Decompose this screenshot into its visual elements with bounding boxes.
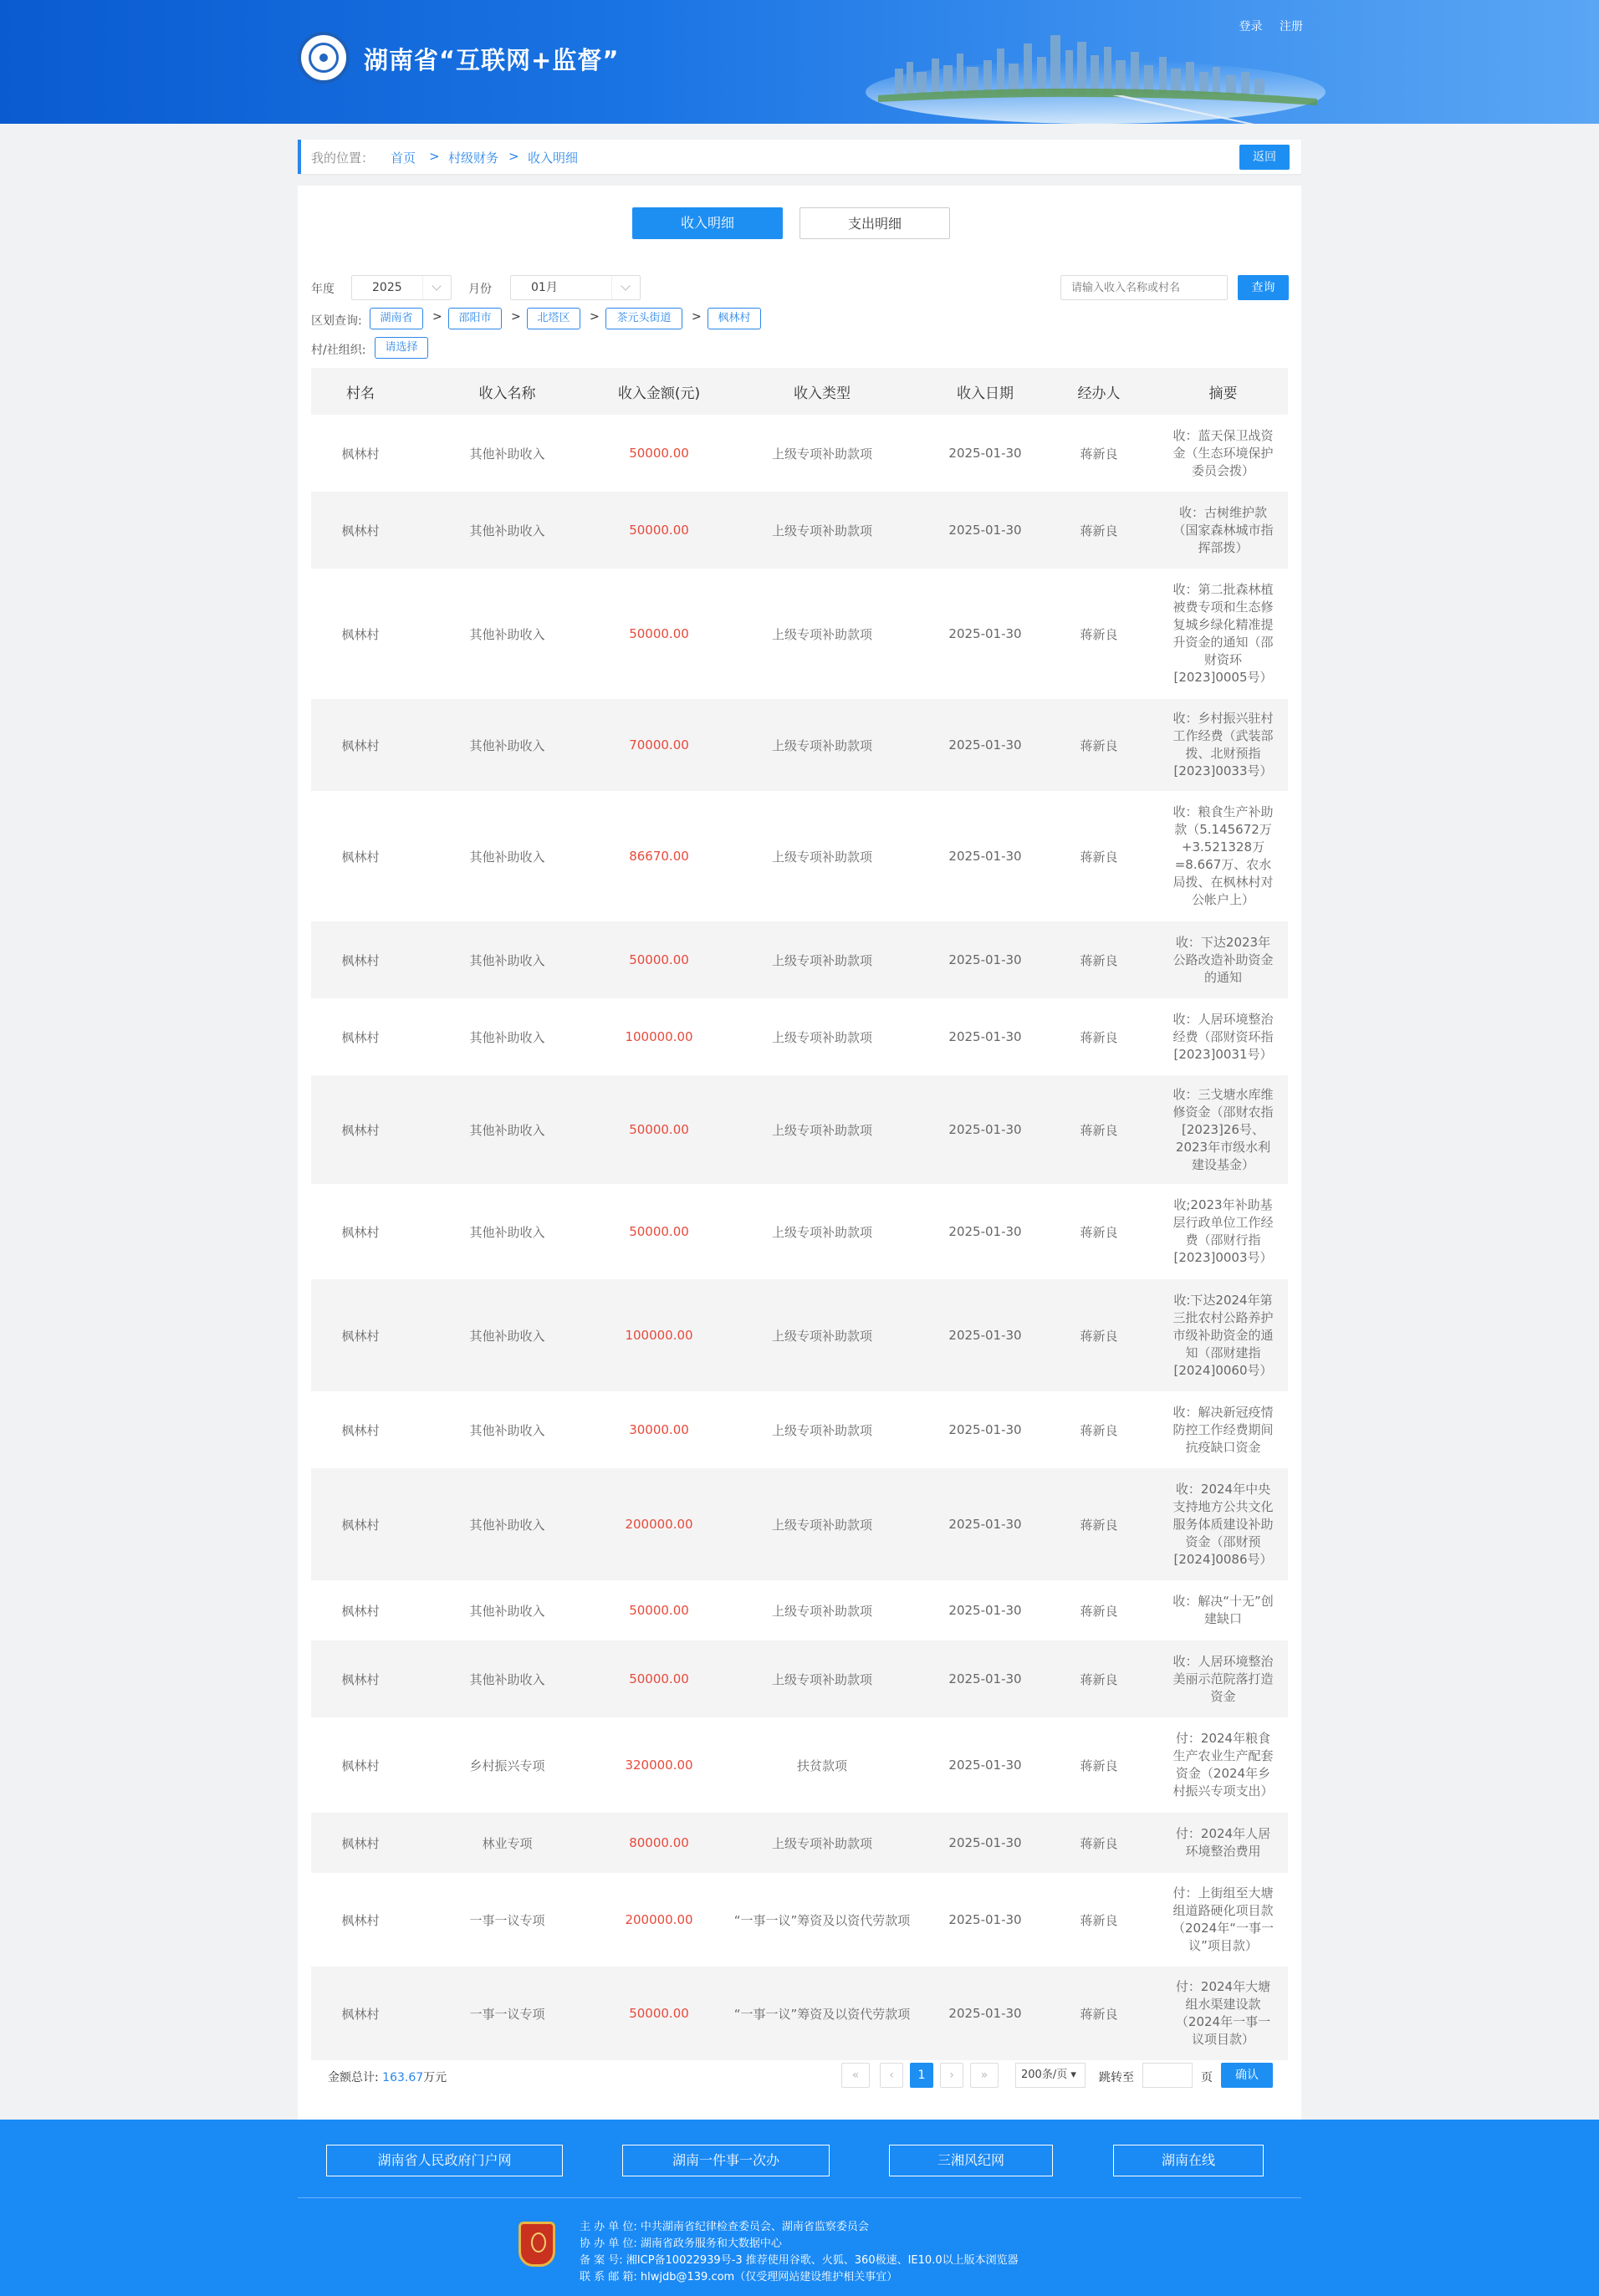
col-date: 收入日期 xyxy=(931,368,1040,415)
cell-income-type: 上级专项补助款项 xyxy=(713,1813,931,1873)
cell-handler: 蒋新良 xyxy=(1040,1468,1158,1580)
breadcrumb-separator: > xyxy=(508,149,519,164)
table-row xyxy=(311,1468,1288,1580)
table-row xyxy=(311,1075,1288,1184)
cell-summary: 收：第二批森林植被费专项和生态修复城乡绿化精准提升资金的通知（邵财资环[2023]0005号） xyxy=(1172,582,1274,685)
table-row xyxy=(311,415,1288,492)
cell-summary: 收：解决“十无”创建缺口 xyxy=(1172,1594,1274,1626)
cell-income-name: 其他补助收入 xyxy=(410,699,605,791)
col-summary: 摘要 xyxy=(1158,368,1288,415)
cell-date: 2025-01-30 xyxy=(931,492,1040,569)
table-row xyxy=(311,1717,1288,1813)
cell-date: 2025-01-30 xyxy=(931,1640,1040,1717)
cell-date: 2025-01-30 xyxy=(948,1029,1022,1044)
cell-summary: 收：蓝天保卫战资金（生态环境保护委员会拨） xyxy=(1172,427,1274,478)
cell-summary: 收：人居环境整治美丽示范院落打造资金 xyxy=(1158,1640,1288,1717)
cell-income-type: 上级专项补助款项 xyxy=(771,1422,872,1438)
cell-date: 2025-01-30 xyxy=(931,1967,1040,2060)
site-logo xyxy=(298,32,350,84)
col-handler: 经办人 xyxy=(1040,368,1158,415)
cell-income-type: 上级专项补助款项 xyxy=(713,1075,931,1184)
cell-village: 枫林村 xyxy=(311,1640,410,1717)
cell-handler: 蒋新良 xyxy=(1040,921,1158,998)
cell-handler: 蒋新良 xyxy=(1040,699,1158,791)
table-row xyxy=(311,1640,1288,1717)
region-tag-province[interactable]: 湖南省 xyxy=(370,308,423,329)
cell-income-type: 上级专项补助款项 xyxy=(771,626,872,642)
cell-amount: 100000.00 xyxy=(625,1029,693,1044)
jump-label: 跳转至 xyxy=(1099,2071,1134,2084)
page-1-button[interactable]: 1 xyxy=(910,2063,933,2088)
year-value: 2025 xyxy=(372,281,402,294)
cell-village: 枫林村 xyxy=(341,1603,380,1619)
cell-village: 枫林村 xyxy=(341,626,380,642)
cell-income-name: 其他补助收入 xyxy=(410,921,605,998)
cell-income-name: 其他补助收入 xyxy=(469,849,545,865)
cell-village: 枫林村 xyxy=(341,849,380,865)
cell-summary: 付：2024年大塘组水渠建设款（2024年一事一议项目款） xyxy=(1158,1967,1288,2060)
footer-link-one-thing[interactable]: 湖南一件事一次办 xyxy=(622,2145,830,2176)
tab-income-detail[interactable]: 收入明细 xyxy=(632,207,783,239)
search-input[interactable] xyxy=(1060,275,1228,300)
cell-handler: 蒋新良 xyxy=(1080,1029,1118,1045)
cell-handler: 蒋新良 xyxy=(1040,1813,1158,1873)
cell-income-type: 上级专项补助款项 xyxy=(771,1224,872,1240)
cell-summary: 收：2024年中央支持地方公共文化服务体质建设补助资金（邵财预[2024]0086号） xyxy=(1158,1468,1288,1580)
cell-amount: 50000.00 xyxy=(629,626,689,641)
cell-income-name: 一事一议专项 xyxy=(410,1967,605,2060)
cell-date: 2025-01-30 xyxy=(948,626,1022,641)
footer-sponsor: 主 办 单 位: 中共湖南省纪律检查委员会、湖南省监察委员会 xyxy=(580,2221,869,2233)
cell-summary: 收：解决新冠疫情防控工作经费期间抗疫缺口资金 xyxy=(1172,1404,1274,1455)
city-skyline-banner xyxy=(861,25,1330,124)
col-amount: 收入金额(元) xyxy=(605,368,713,415)
footer-link-sanxiang[interactable]: 三湘风纪网 xyxy=(889,2145,1053,2176)
cell-summary: 付：2024年人居环境整治费用 xyxy=(1158,1813,1288,1873)
cell-income-name: 林业专项 xyxy=(410,1813,605,1873)
prev-page-button[interactable]: ‹ xyxy=(880,2063,903,2088)
region-label: 区划查询: xyxy=(311,314,362,328)
cell-income-name: 其他补助收入 xyxy=(469,1029,545,1045)
register-link[interactable]: 注册 xyxy=(1280,20,1303,33)
cell-date: 2025-01-30 xyxy=(948,1422,1022,1437)
table-header-row xyxy=(311,368,1288,415)
cell-income-type: “一事一议”筹资及以资代劳款项 xyxy=(733,1912,911,1928)
cell-village: 枫林村 xyxy=(341,1912,380,1928)
cell-income-type: 上级专项补助款项 xyxy=(771,849,872,865)
table-row xyxy=(311,921,1288,998)
cell-handler: 蒋新良 xyxy=(1040,1967,1158,2060)
cell-income-type: 上级专项补助款项 xyxy=(713,921,931,998)
region-separator: > xyxy=(432,310,442,324)
table-row xyxy=(311,1279,1288,1391)
footer-email: 联 系 邮 箱: hlwjdb@139.com（仅受理网站建设维护相关事宜） xyxy=(580,2271,898,2283)
cell-amount: 50000.00 xyxy=(605,492,713,569)
cell-handler: 蒋新良 xyxy=(1080,446,1118,462)
next-page-button[interactable]: › xyxy=(940,2063,963,2088)
cell-amount: 50000.00 xyxy=(629,1224,689,1239)
site-title: 湖南省“互联网+监督” xyxy=(364,46,620,74)
cell-village: 枫林村 xyxy=(311,1075,410,1184)
breadcrumb-village-finance[interactable]: 村级财务 xyxy=(448,151,499,166)
cell-amount: 50000.00 xyxy=(629,446,689,461)
cell-handler: 蒋新良 xyxy=(1080,1758,1118,1773)
year-label: 年度 xyxy=(311,283,335,296)
cell-handler: 蒋新良 xyxy=(1080,1603,1118,1619)
cell-income-type: 上级专项补助款项 xyxy=(771,1029,872,1045)
cell-handler: 蒋新良 xyxy=(1080,1912,1118,1928)
cell-income-name: 其他补助收入 xyxy=(469,1422,545,1438)
table-row xyxy=(311,998,1288,1075)
cell-amount: 50000.00 xyxy=(629,1603,689,1618)
cell-amount: 50000.00 xyxy=(605,1075,713,1184)
cell-village: 枫林村 xyxy=(341,1758,380,1773)
cell-summary: 收：古树维护款（国家森林城市指挥部拨） xyxy=(1158,492,1288,569)
cell-village: 枫林村 xyxy=(311,921,410,998)
cell-income-type: 上级专项补助款项 xyxy=(713,1468,931,1580)
region-tag-village[interactable]: 枫林村 xyxy=(708,308,761,329)
chevron-down-icon xyxy=(611,276,640,299)
cell-village: 枫林村 xyxy=(311,1813,410,1873)
org-label: 村/社组织: xyxy=(311,344,366,357)
cell-handler: 蒋新良 xyxy=(1040,1075,1158,1184)
cell-income-type: 上级专项补助款项 xyxy=(771,446,872,462)
cell-village: 枫林村 xyxy=(311,1967,410,2060)
cell-handler: 蒋新良 xyxy=(1040,1279,1158,1391)
cell-summary: 收：三戈塘水库维修资金（邵财农指[2023]26号、2023年市级水利建设基金） xyxy=(1158,1075,1288,1184)
breadcrumb-home[interactable]: 首页 xyxy=(391,151,416,166)
cell-handler: 蒋新良 xyxy=(1080,626,1118,642)
cell-date: 2025-01-30 xyxy=(931,1075,1040,1184)
table-row xyxy=(311,1873,1288,1967)
cell-date: 2025-01-30 xyxy=(948,1603,1022,1618)
cell-date: 2025-01-30 xyxy=(948,1758,1022,1773)
month-label: 月份 xyxy=(468,283,492,296)
table-row xyxy=(311,699,1288,791)
cell-amount: 30000.00 xyxy=(629,1422,689,1437)
income-table xyxy=(311,368,1288,2060)
cell-date: 2025-01-30 xyxy=(931,1813,1040,1873)
cell-income-name: 其他补助收入 xyxy=(410,1075,605,1184)
cell-amount: 50000.00 xyxy=(605,1967,713,2060)
cell-income-name: 其他补助收入 xyxy=(410,492,605,569)
breadcrumb-separator: > xyxy=(429,149,440,164)
total-value: 163.67 xyxy=(382,2071,424,2084)
region-separator: > xyxy=(692,310,702,324)
breadcrumb-label: 我的位置： xyxy=(311,151,375,166)
region-tag-city[interactable]: 邵阳市 xyxy=(448,308,502,329)
cell-amount: 200000.00 xyxy=(625,1912,693,1927)
total-label: 金额总计: xyxy=(328,2071,379,2084)
cell-village: 枫林村 xyxy=(341,1422,380,1438)
cell-date: 2025-01-30 xyxy=(931,699,1040,791)
last-page-button[interactable]: » xyxy=(970,2063,999,2088)
table-row xyxy=(311,1391,1288,1468)
cell-village: 枫林村 xyxy=(341,1224,380,1240)
col-village: 村名 xyxy=(311,368,410,415)
cell-date: 2025-01-30 xyxy=(948,849,1022,864)
breadcrumb-income-detail[interactable]: 收入明细 xyxy=(528,151,579,166)
login-link[interactable]: 登录 xyxy=(1239,20,1263,33)
discipline-emblem-icon xyxy=(519,2222,555,2267)
cell-village: 枫林村 xyxy=(311,1468,410,1580)
cell-summary: 收：粮食生产补助款（5.145672万+3.521328万=8.667万、农水局拨、在枫林村对公帐户上） xyxy=(1172,804,1274,907)
cell-summary: 收:下达2024年第三批农村公路养护市级补助资金的通知（邵财建指[2024]0060号） xyxy=(1158,1279,1288,1391)
main-panel xyxy=(298,186,1301,2120)
footer-co-sponsor: 协 办 单 位: 湖南省政务服务和大数据中心 xyxy=(580,2237,782,2250)
year-select[interactable] xyxy=(351,275,452,300)
footer-link-gov-portal[interactable]: 湖南省人民政府门户网 xyxy=(326,2145,563,2176)
site-footer xyxy=(0,2120,1599,2296)
cell-date: 2025-01-30 xyxy=(931,921,1040,998)
cell-income-type: 上级专项补助款项 xyxy=(713,699,931,791)
page-size-value: 200条/页 xyxy=(1021,2069,1068,2081)
table-row xyxy=(311,1184,1288,1279)
region-separator: > xyxy=(511,310,521,324)
cell-date: 2025-01-30 xyxy=(948,1224,1022,1239)
cell-handler: 蒋新良 xyxy=(1040,492,1158,569)
cell-handler: 蒋新良 xyxy=(1080,1224,1118,1240)
first-page-button[interactable]: « xyxy=(841,2063,870,2088)
cell-date: 2025-01-30 xyxy=(948,446,1022,461)
cell-income-name: 其他补助收入 xyxy=(469,1224,545,1240)
cell-income-type: 上级专项补助款项 xyxy=(771,1603,872,1619)
site-header xyxy=(0,0,1599,124)
cell-amount: 200000.00 xyxy=(605,1468,713,1580)
cell-income-name: 其他补助收入 xyxy=(410,1279,605,1391)
cell-income-type: 上级专项补助款项 xyxy=(713,492,931,569)
cell-income-name: 其他补助收入 xyxy=(469,626,545,642)
cell-income-name: 其他补助收入 xyxy=(469,1603,545,1619)
col-income-name: 收入名称 xyxy=(410,368,605,415)
jump-page-input[interactable] xyxy=(1142,2063,1193,2088)
cell-village: 枫林村 xyxy=(341,1029,380,1045)
cell-amount: 80000.00 xyxy=(605,1813,713,1873)
col-income-type: 收入类型 xyxy=(713,368,931,415)
cell-income-name: 其他补助收入 xyxy=(410,1468,605,1580)
region-separator: > xyxy=(590,310,600,324)
cell-amount: 100000.00 xyxy=(605,1279,713,1391)
table-row xyxy=(311,1580,1288,1640)
cell-amount: 320000.00 xyxy=(625,1758,693,1773)
cell-income-type: 上级专项补助款项 xyxy=(713,1279,931,1391)
cell-summary: 收：乡村振兴驻村工作经费（武装部拨、北财预指[2023]0033号） xyxy=(1158,699,1288,791)
table-row xyxy=(311,1967,1288,2060)
cell-village: 枫林村 xyxy=(341,446,380,462)
month-value: 01月 xyxy=(531,281,558,294)
cell-summary: 收：下达2023年公路改造补助资金的通知 xyxy=(1158,921,1288,998)
back-button[interactable]: 返回 xyxy=(1239,145,1290,170)
cell-handler: 蒋新良 xyxy=(1040,1640,1158,1717)
cell-date: 2025-01-30 xyxy=(931,1279,1040,1391)
cell-income-name: 一事一议专项 xyxy=(469,1912,545,1928)
page-unit-label: 页 xyxy=(1201,2071,1213,2084)
footer-link-hunan-online[interactable]: 湖南在线 xyxy=(1113,2145,1264,2176)
cell-income-type: “一事一议”筹资及以资代劳款项 xyxy=(713,1967,931,2060)
table-row xyxy=(311,1813,1288,1873)
cell-village: 枫林村 xyxy=(311,699,410,791)
cell-date: 2025-01-30 xyxy=(948,1912,1022,1927)
cell-date: 2025-01-30 xyxy=(931,1468,1040,1580)
region-tag-street[interactable]: 茶元头街道 xyxy=(605,308,682,329)
search-button[interactable]: 查询 xyxy=(1238,275,1289,300)
cell-summary: 收：人居环境整治经费（邵财资环指[2023]0031号） xyxy=(1172,1011,1274,1062)
footer-icp: 备 案 号: 湘ICP备10022939号-3 推荐使用谷歌、火狐、360极速、IE10.0以上版本浏览器 xyxy=(580,2254,1019,2267)
cell-summary: 付：上街组至大塘组道路硬化项目款（2024年“一事一议”项目款） xyxy=(1172,1885,1274,1953)
month-select[interactable] xyxy=(510,275,641,300)
total-amount xyxy=(328,2069,447,2085)
org-select-button[interactable]: 请选择 xyxy=(375,337,428,359)
table-row xyxy=(311,569,1288,699)
total-unit: 万元 xyxy=(423,2071,447,2084)
chevron-down-icon xyxy=(422,276,451,299)
cell-village: 枫林村 xyxy=(311,1279,410,1391)
cell-income-name: 乡村振兴专项 xyxy=(469,1758,545,1773)
cell-income-type: 扶贫款项 xyxy=(796,1758,847,1773)
caret-down-icon: ▾ xyxy=(1070,2069,1076,2081)
cell-amount: 50000.00 xyxy=(605,1640,713,1717)
cell-amount: 86670.00 xyxy=(629,849,689,864)
cell-summary: 收;2023年补助基层行政单位工作经费（邵财行指[2023]0003号） xyxy=(1172,1197,1274,1265)
cell-amount: 70000.00 xyxy=(605,699,713,791)
cell-income-name: 其他补助收入 xyxy=(410,1640,605,1717)
breadcrumb xyxy=(298,140,1301,174)
page-size-select[interactable] xyxy=(1015,2063,1086,2088)
cell-income-type: 上级专项补助款项 xyxy=(713,1640,931,1717)
table-row xyxy=(311,492,1288,569)
region-tag-district[interactable]: 北塔区 xyxy=(527,308,580,329)
cell-income-name: 其他补助收入 xyxy=(469,446,545,462)
cell-village: 枫林村 xyxy=(311,492,410,569)
cell-handler: 蒋新良 xyxy=(1080,1422,1118,1438)
footer-divider xyxy=(298,2197,1301,2198)
table-row xyxy=(311,791,1288,921)
cell-amount: 50000.00 xyxy=(605,921,713,998)
cell-summary: 付：2024年粮食生产农业生产配套资金（2024年乡村振兴专项支出） xyxy=(1172,1731,1274,1799)
cell-handler: 蒋新良 xyxy=(1080,849,1118,865)
tab-expense-detail[interactable]: 支出明细 xyxy=(800,207,950,239)
jump-confirm-button[interactable]: 确认 xyxy=(1221,2063,1273,2088)
